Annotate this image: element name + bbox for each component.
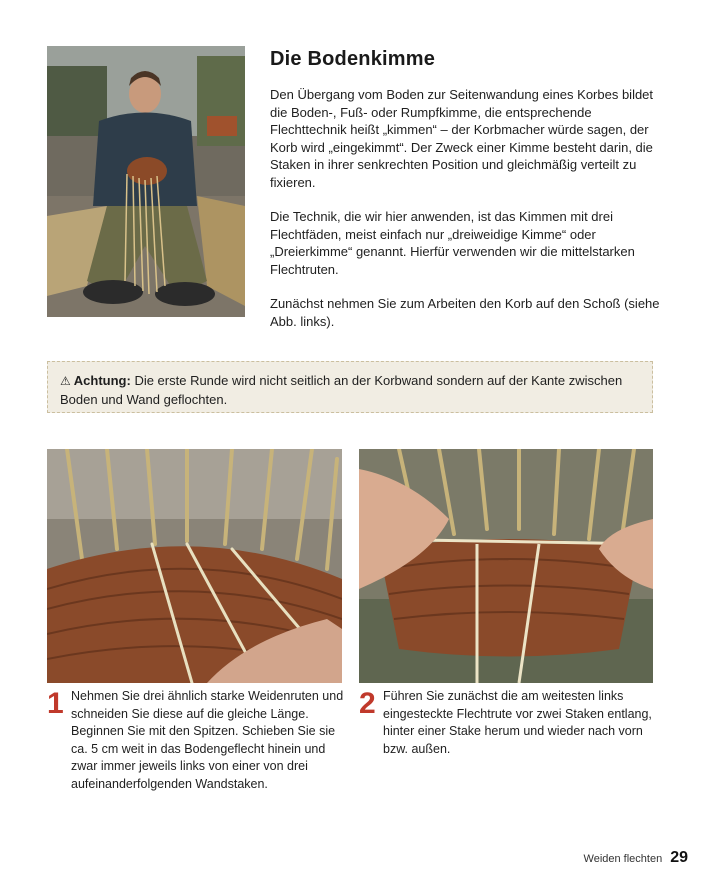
page-footer [584,849,688,867]
notice-label: Achtung: [73,373,131,388]
step-2 [359,688,659,758]
book-title: Weiden flechten [583,853,663,865]
step-1 [47,688,347,793]
intro-paragraph: Den Übergang vom Boden zur Seitenwandung eines Korbes bildet die Boden-, Fuß- oder Rumpfkimme, die entsprechende Flechttechnik heißt „kimmen“ – der Korbmacher würde sagen, der Korb wird „eingekimmt“. Der Zweck einer Kimme besteht darin, die Staken in ihrer senkrechten Position und gleichmäßig verteilt zu fixieren. [270,87,654,190]
intro-paragraph: Zunächst nehmen Sie zum Arbeiten den Korb auf den Schoß (siehe Abb. links). [270,296,660,329]
step-number: 1 [47,687,64,720]
warning-icon: ⚠ [60,374,71,388]
photo-basket-maker [47,46,245,317]
step-text: Führen Sie zunächst die am weitesten links eingesteckte Flechtrute vor zwei Staken entlang, hinter einer Stake herum und wieder nach vorn bzw. außen. [383,689,652,756]
warning-notice [47,361,653,413]
step-number: 2 [359,687,376,720]
intro-paragraph: Die Technik, die wir hier anwenden, ist das Kimmen mit drei Flechtfäden, meist einfach nur „dreiweidige Kimme“ oder „Dreierkimme“ genannt. Hierfür verwenden wir die mittelstarken Flechtruten. [270,209,635,277]
photo-step-1 [47,449,342,683]
step-text: Nehmen Sie drei ähnlich starke Weidenruten und schneiden Sie diese auf die gleiche Länge. Beginnen Sie mit den Spitzen. Schieben Sie sie ca. 5 cm weit in das Bodengeflecht hinein und zwar immer jeweils links von einer von drei aufeinanderfolgenden Wandstaken. [71,689,344,791]
photo-step-2 [359,449,653,683]
intro-text [270,86,660,347]
page-number: 29 [670,849,688,866]
page-title: Die Bodenkimme [270,48,436,70]
notice-text: Die erste Runde wird nicht seitlich an der Korbwand sondern auf der Kante zwischen Boden und Wand geflochten. [60,373,623,407]
